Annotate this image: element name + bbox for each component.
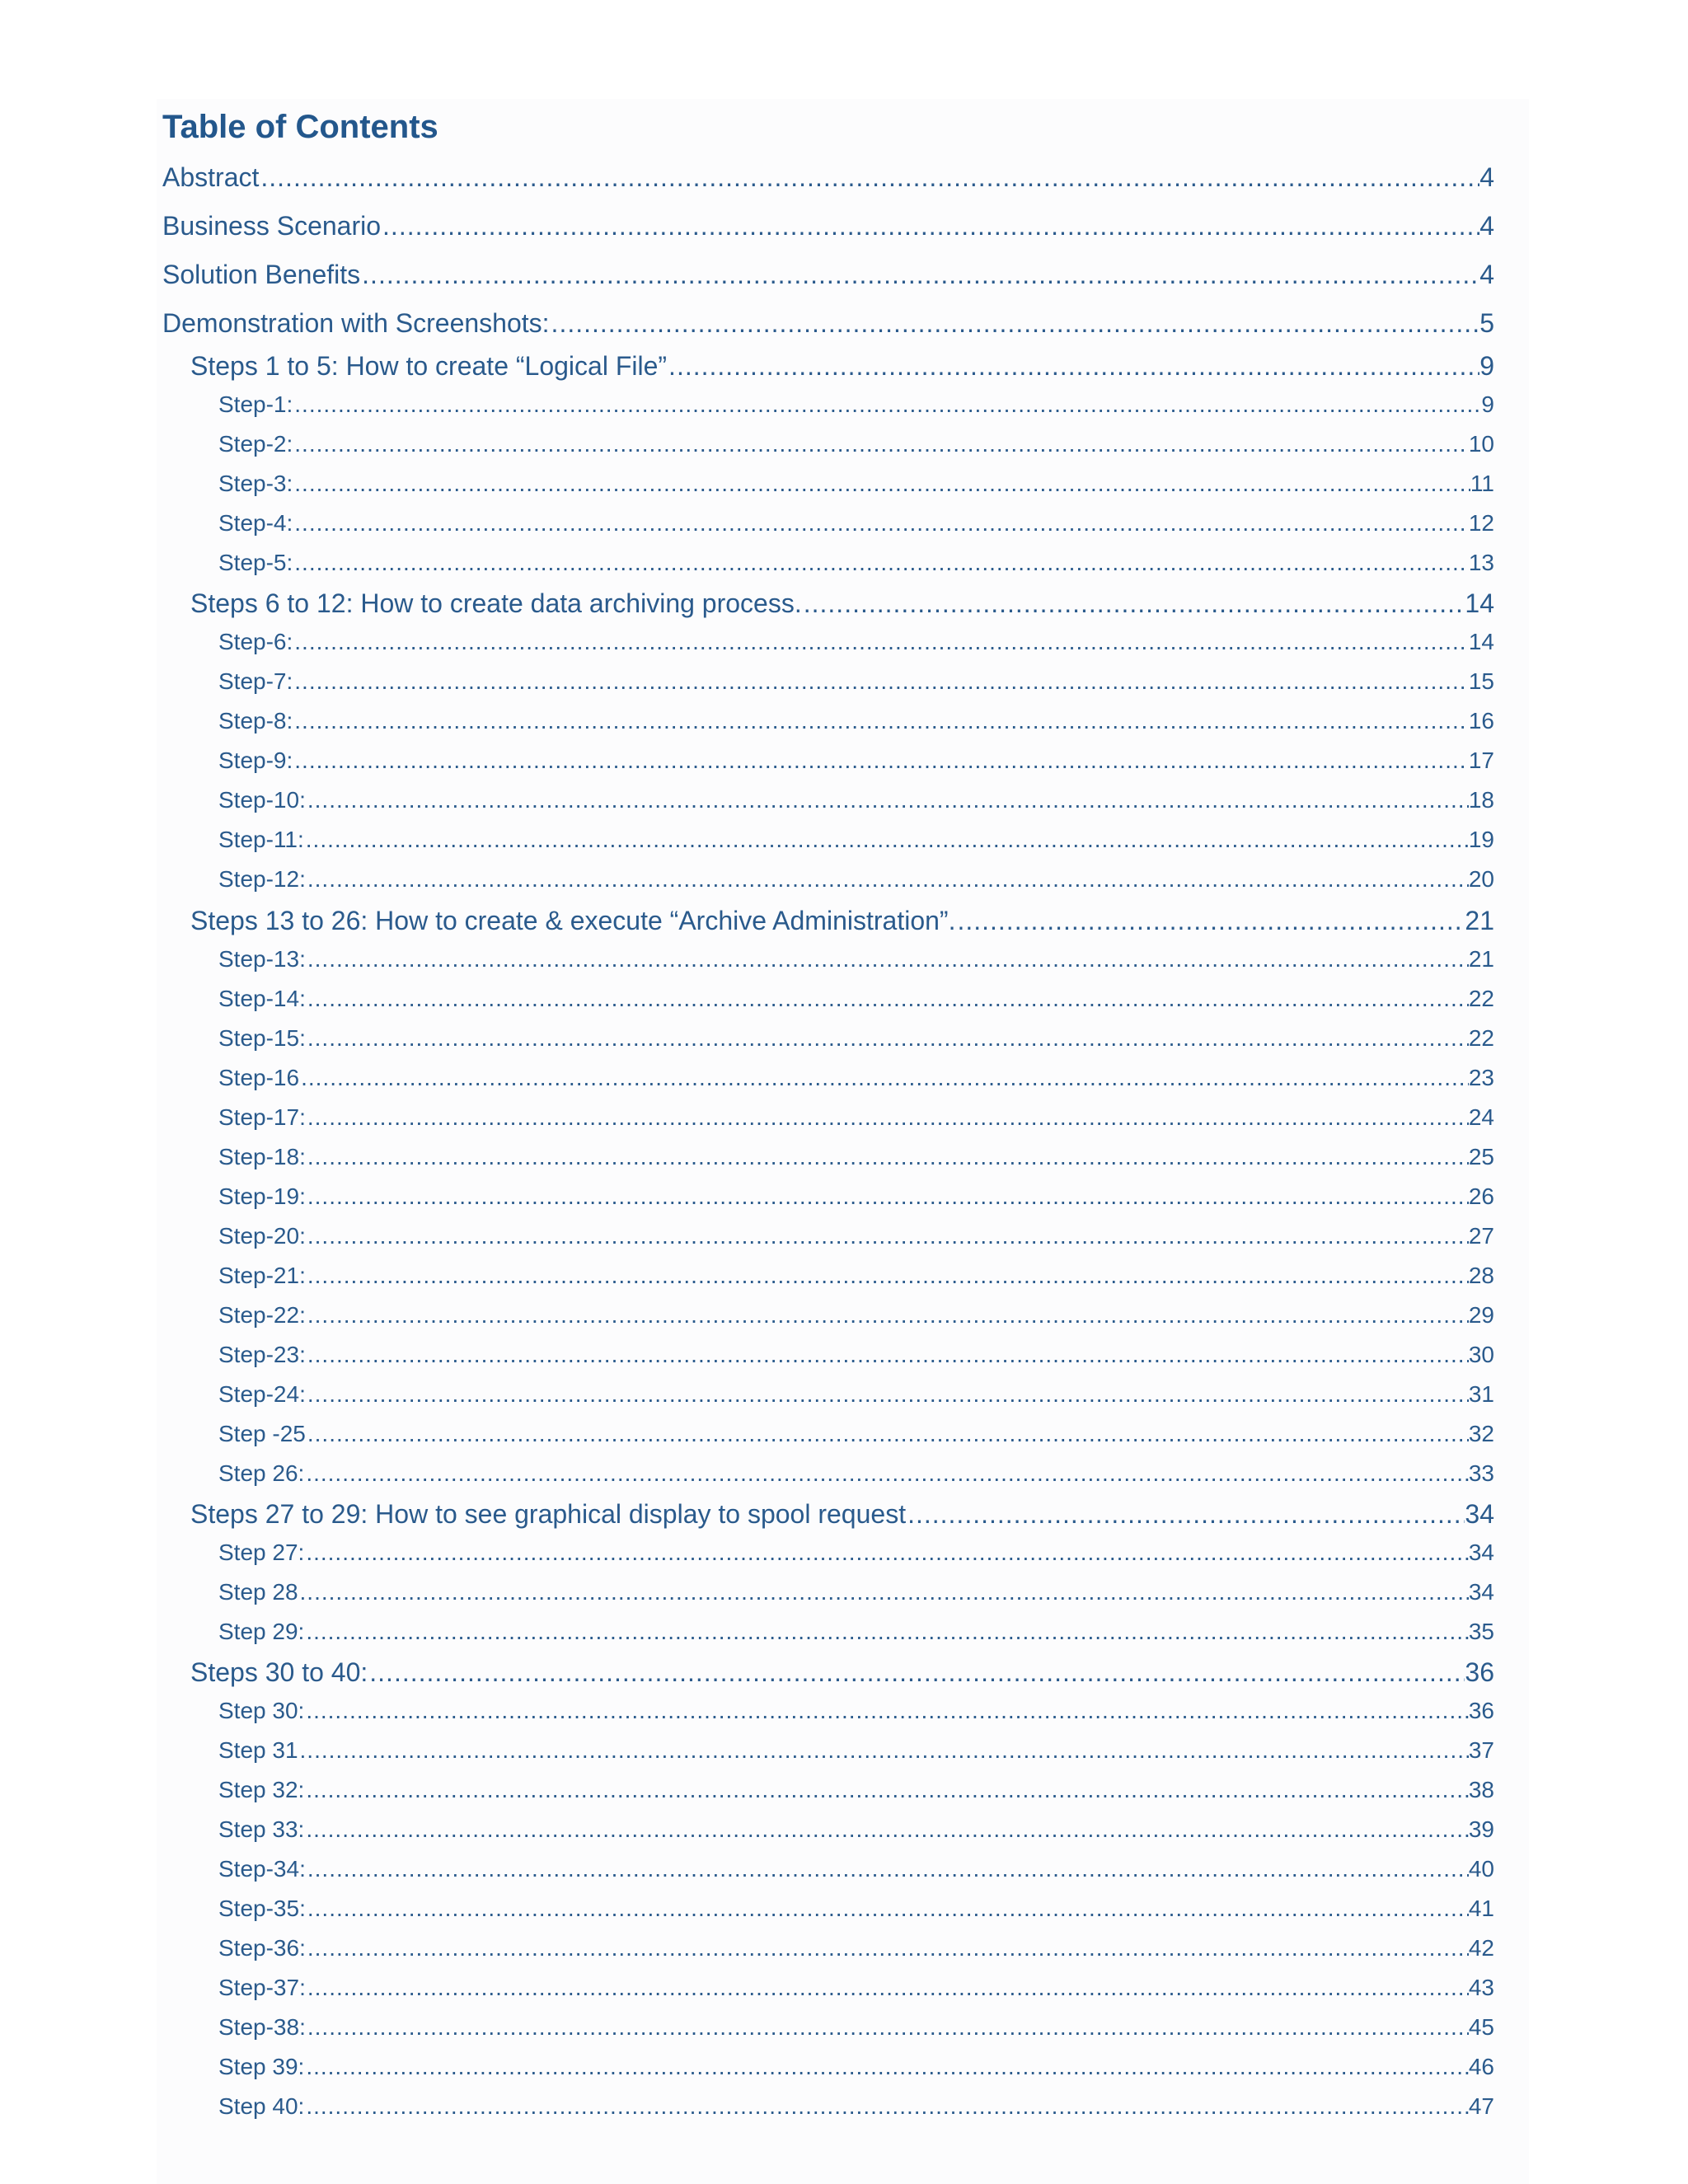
- toc-entry-label: Step-24:: [218, 1381, 306, 1407]
- toc-entry-page: 12: [1468, 510, 1494, 536]
- toc-entry-page: 20: [1468, 866, 1494, 892]
- toc-entry-solution-benefits[interactable]: [162, 256, 1494, 293]
- toc-entry-label: Step 39:: [218, 2054, 305, 2079]
- toc-entry-label: Step-2:: [218, 431, 293, 457]
- toc-entry-label: Step-11:: [218, 827, 304, 852]
- toc-entry-step-22[interactable]: [218, 1299, 1494, 1332]
- toc-entry-step-19[interactable]: [218, 1180, 1494, 1213]
- toc-entry-page: 31: [1468, 1381, 1494, 1407]
- dot-leader: [294, 546, 1469, 579]
- dot-leader: [307, 1022, 1469, 1055]
- toc-entry-label: Step-34:: [218, 1856, 306, 1882]
- toc-entry-page: 14: [1468, 629, 1494, 654]
- toc-entry-step-28[interactable]: [218, 1576, 1494, 1609]
- toc-entry-label: Step-5:: [218, 550, 293, 575]
- dot-leader: [907, 1496, 1465, 1532]
- toc-entry-step-14[interactable]: [218, 982, 1494, 1015]
- toc-entry-step-7[interactable]: [218, 665, 1494, 698]
- toc-entry-label: Step-16: [218, 1065, 300, 1090]
- dot-leader: [307, 1259, 1469, 1292]
- dot-leader: [307, 1338, 1469, 1371]
- dot-leader: [307, 1892, 1469, 1925]
- dot-leader: [294, 388, 1481, 421]
- toc-entry-step-21[interactable]: [218, 1259, 1494, 1292]
- toc-entry-step-35[interactable]: [218, 1892, 1494, 1925]
- toc-entry-step-15[interactable]: [218, 1022, 1494, 1055]
- dot-leader: [307, 863, 1469, 896]
- toc-entry-page: 36: [1468, 1698, 1494, 1723]
- toc-entry-page: 38: [1468, 1777, 1494, 1802]
- toc-entry-label: Step-7:: [218, 668, 293, 694]
- toc-entry-page: 26: [1468, 1183, 1494, 1209]
- toc-entry-label: Step-15:: [218, 1025, 306, 1051]
- toc-entry-label: Step-20:: [218, 1223, 306, 1249]
- toc-entry-page: 17: [1468, 748, 1494, 773]
- toc-entry-page: 37: [1468, 1737, 1494, 1763]
- toc-entry-steps-27-29[interactable]: [190, 1496, 1494, 1532]
- toc-entry-step-26[interactable]: [218, 1457, 1494, 1490]
- dot-leader: [551, 305, 1480, 341]
- toc-entry-label: Step-4:: [218, 510, 293, 536]
- dot-leader: [306, 823, 1469, 856]
- toc-entry-step-36[interactable]: [218, 1932, 1494, 1965]
- dot-leader: [306, 1615, 1469, 1648]
- toc-entry-page: 43: [1468, 1975, 1494, 2000]
- toc-entry-label: Step-38:: [218, 2014, 306, 2040]
- toc-entry-page: 47: [1468, 2093, 1494, 2119]
- toc-entry-label: Step 33:: [218, 1816, 305, 1842]
- dot-leader: [300, 1576, 1469, 1609]
- toc-entry-label: Steps 1 to 5: How to create “Logical File”: [190, 351, 668, 381]
- dot-leader: [957, 902, 1465, 939]
- toc-entry-page: 35: [1468, 1619, 1494, 1644]
- toc-entry-label: Step-37:: [218, 1975, 306, 2000]
- toc-entry-label: Steps 13 to 26: How to create & execute “Archive Administration”.: [190, 906, 956, 935]
- toc-entry-label: Step-1:: [218, 391, 293, 417]
- dot-leader: [294, 467, 1470, 500]
- toc-entry-demonstration[interactable]: [162, 305, 1494, 341]
- toc-entry-label: Steps 27 to 29: How to see graphical display to spool request: [190, 1499, 907, 1529]
- toc-entry-step-6[interactable]: [218, 626, 1494, 658]
- toc-entry-label: Step -25: [218, 1421, 306, 1446]
- toc-entry-step-24[interactable]: [218, 1378, 1494, 1411]
- toc-entry-page: 41: [1468, 1896, 1494, 1921]
- toc-entry-page: 33: [1468, 1460, 1494, 1486]
- dot-leader: [306, 2050, 1469, 2083]
- toc-entry-abstract[interactable]: [162, 159, 1494, 195]
- toc-entry-page: 16: [1468, 708, 1494, 733]
- toc-entry-page: 30: [1468, 1342, 1494, 1367]
- toc-entry-step-11[interactable]: [218, 823, 1494, 856]
- toc-entry-page: 18: [1468, 787, 1494, 813]
- dot-leader: [307, 1853, 1469, 1886]
- dot-leader: [294, 744, 1469, 777]
- toc-entry-label: Step-13:: [218, 946, 306, 972]
- toc-entry-step-20[interactable]: [218, 1220, 1494, 1253]
- dot-leader: [307, 943, 1469, 976]
- toc-entry-page: 9: [1479, 351, 1494, 381]
- dot-leader: [301, 1062, 1469, 1094]
- dot-leader: [668, 348, 1479, 384]
- toc-entry-label: Step 29:: [218, 1619, 305, 1644]
- toc-entry-page: 4: [1479, 260, 1494, 289]
- toc-entry-page: 46: [1468, 2054, 1494, 2079]
- toc-entry-page: 28: [1468, 1263, 1494, 1288]
- toc-entry-label: Abstract: [162, 162, 260, 192]
- dot-leader: [307, 1971, 1469, 2004]
- toc-entry-label: Step 27:: [218, 1540, 305, 1565]
- toc-entry-step-32[interactable]: [218, 1774, 1494, 1807]
- toc-entry-label: Step-35:: [218, 1896, 306, 1921]
- toc-entry-step-18[interactable]: [218, 1141, 1494, 1174]
- toc-entry-step-37[interactable]: [218, 1971, 1494, 2004]
- dot-leader: [307, 1101, 1469, 1134]
- toc-entry-page: 45: [1468, 2014, 1494, 2040]
- toc-entry-page: 32: [1468, 1421, 1494, 1446]
- dot-leader: [307, 1378, 1469, 1411]
- dot-leader: [307, 1932, 1469, 1965]
- toc-entry-label: Step 28: [218, 1579, 298, 1605]
- toc-entry-step-38[interactable]: [218, 2011, 1494, 2044]
- dot-leader: [307, 2011, 1469, 2044]
- toc-entry-page: 34: [1465, 1499, 1494, 1529]
- toc-entry-page: 36: [1465, 1657, 1494, 1687]
- toc-entry-label: Step-14:: [218, 986, 306, 1011]
- toc-entry-page: 34: [1468, 1540, 1494, 1565]
- dot-leader: [307, 982, 1469, 1015]
- toc-entry-page: 14: [1465, 588, 1494, 618]
- toc-entry-label: Step-18:: [218, 1144, 306, 1169]
- toc-entry-page: 39: [1468, 1816, 1494, 1842]
- toc-entry-step-10[interactable]: [218, 784, 1494, 817]
- toc-entry-step-39[interactable]: [218, 2050, 1494, 2083]
- toc-entry-label: Demonstration with Screenshots:: [162, 308, 550, 338]
- dot-leader: [294, 705, 1469, 738]
- dot-leader: [306, 1813, 1469, 1846]
- toc-entry-page: 22: [1468, 1025, 1494, 1051]
- toc-entry-step-31[interactable]: [218, 1734, 1494, 1767]
- toc-entry-label: Step-12:: [218, 866, 306, 892]
- toc-entry-business-scenario[interactable]: [162, 208, 1494, 244]
- dot-leader: [306, 1536, 1469, 1569]
- toc-entry-label: Step-21:: [218, 1263, 306, 1288]
- toc-entry-step-8[interactable]: [218, 705, 1494, 738]
- toc-entry-step-4[interactable]: [218, 507, 1494, 540]
- dot-leader: [804, 585, 1465, 621]
- toc-entry-page: 24: [1468, 1104, 1494, 1130]
- dot-leader: [307, 1141, 1469, 1174]
- toc-entry-label: Step-9:: [218, 748, 293, 773]
- toc-heading: Table of Contents: [162, 109, 438, 145]
- toc-entry-step-33[interactable]: [218, 1813, 1494, 1846]
- toc-entry-step-13[interactable]: [218, 943, 1494, 976]
- toc-entry-step-5[interactable]: [218, 546, 1494, 579]
- toc-entry-label: Step-6:: [218, 629, 293, 654]
- toc-entry-steps-6-12[interactable]: [190, 585, 1494, 621]
- toc-entry-page: 27: [1468, 1223, 1494, 1249]
- toc-entry-label: Step-19:: [218, 1183, 306, 1209]
- toc-entry-step-34[interactable]: [218, 1853, 1494, 1886]
- toc-entry-page: 34: [1468, 1579, 1494, 1605]
- toc-entry-page: 15: [1468, 668, 1494, 694]
- toc-entry-label: Step 31: [218, 1737, 298, 1763]
- toc-entry-label: Steps 30 to 40:: [190, 1657, 368, 1687]
- toc-entry-page: 22: [1468, 986, 1494, 1011]
- toc-entry-label: Step-17:: [218, 1104, 306, 1130]
- toc-entry-step-17[interactable]: [218, 1101, 1494, 1134]
- toc-entry-label: Step-3:: [218, 471, 293, 496]
- toc-entry-step-30[interactable]: [218, 1694, 1494, 1727]
- toc-entry-steps-13-26[interactable]: [190, 902, 1494, 939]
- toc-entry-page: 10: [1468, 431, 1494, 457]
- dot-leader: [294, 428, 1469, 461]
- dot-leader: [307, 1180, 1469, 1213]
- toc-entry-step-1[interactable]: [218, 388, 1494, 421]
- dot-leader: [306, 1694, 1469, 1727]
- toc-entry-page: 13: [1468, 550, 1494, 575]
- toc-entry-label: Step-36:: [218, 1935, 306, 1961]
- toc-entry-page: 29: [1468, 1302, 1494, 1328]
- toc-entry-step-29[interactable]: [218, 1615, 1494, 1648]
- toc-entry-step-27[interactable]: [218, 1536, 1494, 1569]
- toc-entry-page: 9: [1481, 391, 1494, 417]
- toc-entry-steps-1-5[interactable]: [190, 348, 1494, 384]
- toc-entry-label: Step 32:: [218, 1777, 305, 1802]
- toc-entry-step-23[interactable]: [218, 1338, 1494, 1371]
- toc-entry-label: Step-10:: [218, 787, 306, 813]
- toc-entry-label: Steps 6 to 12: How to create data archiving process.: [190, 588, 802, 618]
- toc-entry-page: 5: [1479, 308, 1494, 338]
- toc-entry-label: Step 30:: [218, 1698, 305, 1723]
- toc-entry-label: Solution Benefits: [162, 260, 361, 289]
- toc-entry-step-40[interactable]: [218, 2090, 1494, 2123]
- toc-entry-step-9[interactable]: [218, 744, 1494, 777]
- dot-leader: [294, 626, 1469, 658]
- dot-leader: [307, 1220, 1469, 1253]
- dot-leader: [300, 1734, 1469, 1767]
- toc-entry-page: 21: [1468, 946, 1494, 972]
- dot-leader: [382, 208, 1479, 244]
- dot-leader: [260, 159, 1479, 195]
- toc-entry-page: 19: [1468, 827, 1494, 852]
- toc-entry-page: 42: [1468, 1935, 1494, 1961]
- dot-leader: [307, 1299, 1469, 1332]
- toc-entry-page: 40: [1468, 1856, 1494, 1882]
- toc-entry-page: 11: [1470, 471, 1494, 496]
- toc-entry-page: 21: [1465, 906, 1494, 935]
- toc-entry-label: Step 40:: [218, 2093, 305, 2119]
- dot-leader: [307, 1418, 1469, 1451]
- toc-entry-step-25[interactable]: [218, 1418, 1494, 1451]
- dot-leader: [362, 256, 1479, 293]
- dot-leader: [294, 507, 1469, 540]
- toc-entry-step-3[interactable]: [218, 467, 1494, 500]
- toc-entry-page: 23: [1468, 1065, 1494, 1090]
- toc-entry-step-16[interactable]: [218, 1062, 1494, 1094]
- dot-leader: [307, 784, 1469, 817]
- toc-entry-step-12[interactable]: [218, 863, 1494, 896]
- toc-entry-page: 4: [1479, 162, 1494, 192]
- toc-entry-label: Step 26:: [218, 1460, 305, 1486]
- dot-leader: [306, 2090, 1469, 2123]
- toc-entry-label: Step-8:: [218, 708, 293, 733]
- toc-entry-page: 4: [1479, 211, 1494, 241]
- dot-leader: [369, 1654, 1465, 1690]
- dot-leader: [306, 1457, 1469, 1490]
- toc-entry-label: Step-23:: [218, 1342, 306, 1367]
- dot-leader: [306, 1774, 1469, 1807]
- toc-entry-page: 25: [1468, 1144, 1494, 1169]
- dot-leader: [294, 665, 1469, 698]
- toc-entry-steps-30-40[interactable]: [190, 1654, 1494, 1690]
- toc-entry-step-2[interactable]: [218, 428, 1494, 461]
- toc-entry-label: Business Scenario: [162, 211, 382, 241]
- toc-entry-label: Step-22:: [218, 1302, 306, 1328]
